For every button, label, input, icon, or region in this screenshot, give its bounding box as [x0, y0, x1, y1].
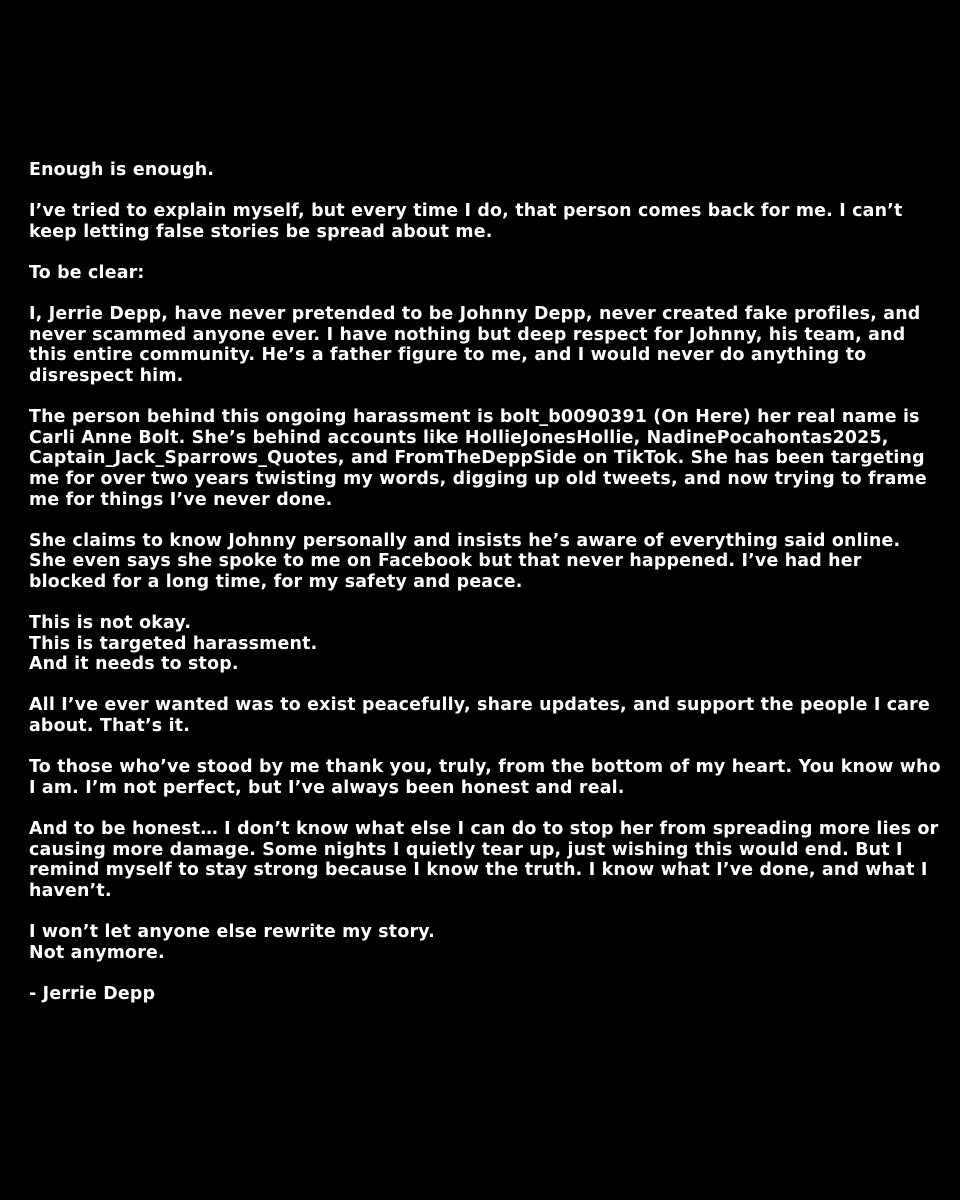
not-okay-line-2: This is targeted harassment.: [29, 633, 318, 654]
not-okay-line-1: This is not okay.: [29, 613, 192, 634]
statement-text-block: [29, 160, 941, 1025]
rewrite-line-1: I won’t let anyone else rewrite my story.: [29, 921, 435, 942]
opening-line: Enough is enough.: [29, 160, 215, 180]
paragraph-not-okay: [29, 613, 941, 675]
paragraph-thanks: To those who’ve stood by me thank you, truly, from the bottom of my heart. You know who I am. I’m not perfect, but I’ve always been honest and real.: [29, 757, 941, 798]
paragraph-explanation: I’ve tried to explain myself, but every time I do, that person comes back for me. I can’t keep letting false stories be spread about me.: [29, 201, 903, 242]
paragraph-rewrite: [29, 922, 941, 963]
paragraph-harasser-accounts: The person behind this ongoing harassment is bolt_b0090391 (On Here) her real name is Carli Anne Bolt. She’s behind accounts like HollieJonesHollie, NadinePocahontas2025, Captain_Jack_Sparrows_Quotes, and FromTheDeppSide on TikTok. She has been targeting me for over two years twisting my words, digging up old tweets, and now trying to frame me for things I’ve never done.: [29, 407, 927, 510]
signature: - Jerrie Depp: [29, 983, 156, 1004]
rewrite-line-2: Not anymore.: [29, 942, 165, 963]
paragraph-claims: She claims to know Johnny personally and insists he’s aware of everything said online. She even says she spoke to me on Facebook but that never happened. I’ve had her blocked for a long time, for my safety and peace.: [29, 530, 901, 592]
paragraph-honest: And to be honest… I don’t know what else I can do to stop her from spreading more lies or causing more damage. Some nights I quietly tear up, just wishing this would end. But I remind myself to stay strong because I know the truth. I know what I’ve done, and what I haven’t.: [29, 819, 939, 901]
paragraph-to-be-clear: To be clear:: [29, 262, 145, 283]
not-okay-line-3: And it needs to stop.: [29, 654, 239, 675]
paragraph-denial: I, Jerrie Depp, have never pretended to be Johnny Depp, never created fake profiles, and never scammed anyone ever. I have nothing but deep respect for Johnny, his team, and this entire community. He’s a father figure to me, and I would never do anything to disrespect him.: [29, 304, 921, 386]
paragraph-wanted: All I’ve ever wanted was to exist peacefully, share updates, and support the people I care about. That’s it.: [29, 695, 930, 737]
